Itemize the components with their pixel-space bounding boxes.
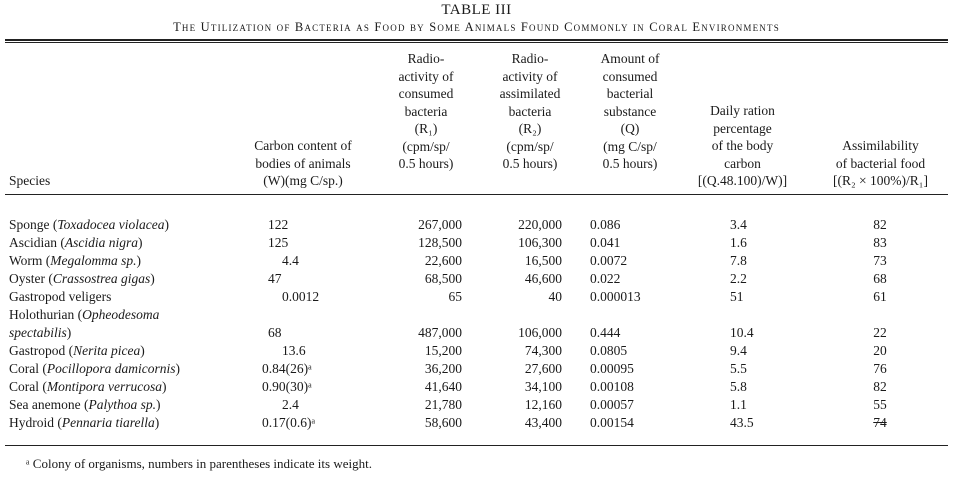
assim-cell: 82 [873, 379, 887, 394]
carbon-cell: 0.84(26)ᵃ [262, 361, 312, 376]
q-cell: 0.444 [590, 325, 621, 340]
r2-cell: 43,400 [524, 415, 562, 430]
assim-cell: 22 [873, 325, 887, 340]
ration-cell: 1.1 [730, 397, 747, 412]
species-cell: Holothurian (Opheodesoma spectabilis) [9, 307, 160, 340]
q-cell: 0.086 [590, 217, 621, 232]
q-cell: 0.022 [590, 271, 621, 286]
header-daily-ration: Daily ration percentage of the body carbon [(Q.48.100)/W)] [697, 103, 788, 188]
r1-cell: 68,500 [424, 271, 462, 286]
r2-cell: 27,600 [524, 361, 562, 376]
carbon-cell: 2.4 [282, 397, 299, 412]
species-cell: Gastropod (Nerita picea) [9, 343, 145, 358]
r1-cell: 267,000 [418, 217, 462, 232]
r2-cell: 74,300 [524, 343, 562, 358]
carbon-cell: 68 [268, 325, 282, 340]
r2-cell: 220,000 [518, 217, 562, 232]
q-cell: 0.0805 [590, 343, 628, 358]
species-cell: Hydroid (Pennaria tiarella) [9, 415, 160, 430]
r1-cell: 22,600 [424, 253, 462, 268]
table-footnote: ᵃ Colony of organisms, numbers in parentheses indicate its weight. [26, 456, 372, 471]
species-cell: Worm (Megalomma sp.) [9, 253, 142, 268]
q-cell: 0.00154 [590, 415, 634, 430]
ration-cell: 1.6 [730, 235, 747, 250]
carbon-cell: 125 [268, 235, 289, 250]
header-assimilability: Assimilability of bacterial food [(R₂ × 100%)/R₁] [832, 138, 928, 188]
r1-cell: 128,500 [418, 235, 462, 250]
species-cell: Coral (Montipora verrucosa) [9, 379, 167, 394]
top-rule-thick [5, 39, 948, 41]
assim-cell: 82 [873, 217, 887, 232]
header-consumed-substance: Amount of consumed bacterial substance (Q) (mg C/sp/ 0.5 hours) [600, 51, 660, 171]
header-species: Species [9, 173, 51, 188]
ration-cell: 10.4 [730, 325, 754, 340]
header-radioactivity-consumed: Radio- activity of consumed bacteria (R₁) (cpm/sp/ 0.5 hours) [398, 51, 454, 171]
table-caption: The Utilization of Bacteria as Food by Some Animals Found Commonly in Coral Environments [173, 20, 780, 34]
ration-cell: 43.5 [730, 415, 754, 430]
q-cell: 0.00095 [590, 361, 634, 376]
species-cell: Sea anemone (Palythoa sp.) [9, 397, 161, 412]
ration-cell: 9.4 [730, 343, 747, 358]
header-rule [5, 194, 948, 195]
assim-cell: 68 [873, 271, 887, 286]
assim-cell: 61 [873, 289, 887, 304]
carbon-cell: 0.0012 [282, 289, 320, 304]
species-cell: Sponge (Toxadocea violacea) [9, 217, 169, 232]
r1-cell: 487,000 [418, 325, 462, 340]
ration-cell: 2.2 [730, 271, 747, 286]
r2-cell: 40 [548, 289, 562, 304]
top-rule-thin [5, 42, 948, 43]
assim-cell: 73 [873, 253, 887, 268]
species-cell: Gastropod veligers [9, 289, 112, 304]
r2-cell: 16,500 [524, 253, 562, 268]
q-cell: 0.00108 [590, 379, 634, 394]
assim-cell: 74 [873, 415, 887, 430]
q-cell: 0.000013 [590, 289, 641, 304]
r1-cell: 21,780 [424, 397, 462, 412]
carbon-cell: 4.4 [282, 253, 299, 268]
r1-cell: 15,200 [424, 343, 462, 358]
carbon-cell: 0.90(30)ᵃ [262, 379, 312, 394]
q-cell: 0.00057 [590, 397, 634, 412]
r2-cell: 106,300 [518, 235, 562, 250]
header-radioactivity-assimilated: Radio- activity of assimilated bacteria (R₂) (cpm/sp/ 0.5 hours) [499, 51, 561, 171]
r1-cell: 58,600 [424, 415, 462, 430]
species-cell: Oyster (Crassostrea gigas) [9, 271, 155, 286]
ration-cell: 3.4 [730, 217, 747, 232]
carbon-cell: 122 [268, 217, 289, 232]
assim-cell: 20 [873, 343, 887, 358]
assim-cell: 76 [873, 361, 887, 376]
r2-cell: 12,160 [524, 397, 562, 412]
table-number: TABLE III [441, 2, 512, 18]
ration-cell: 7.8 [730, 253, 747, 268]
r2-cell: 34,100 [524, 379, 562, 394]
ration-cell: 5.5 [730, 361, 747, 376]
r1-cell: 41,640 [424, 379, 462, 394]
r2-cell: 46,600 [524, 271, 562, 286]
ration-cell: 51 [730, 289, 744, 304]
q-cell: 0.0072 [590, 253, 628, 268]
r1-cell: 36,200 [424, 361, 462, 376]
carbon-cell: 0.17(0.6)ᵃ [262, 415, 316, 430]
ration-cell: 5.8 [730, 379, 747, 394]
r2-cell: 106,000 [518, 325, 562, 340]
carbon-cell: 47 [268, 271, 282, 286]
bottom-rule [5, 445, 948, 446]
header-carbon-content: Carbon content of bodies of animals (W)(mg C/sp.) [254, 138, 352, 188]
carbon-cell: 13.6 [282, 343, 306, 358]
assim-cell: 83 [873, 235, 887, 250]
assim-cell: 55 [873, 397, 887, 412]
species-cell: Coral (Pocillopora damicornis) [9, 361, 180, 376]
r1-cell: 65 [448, 289, 462, 304]
q-cell: 0.041 [590, 235, 621, 250]
species-cell: Ascidian (Ascidia nigra) [9, 235, 143, 250]
